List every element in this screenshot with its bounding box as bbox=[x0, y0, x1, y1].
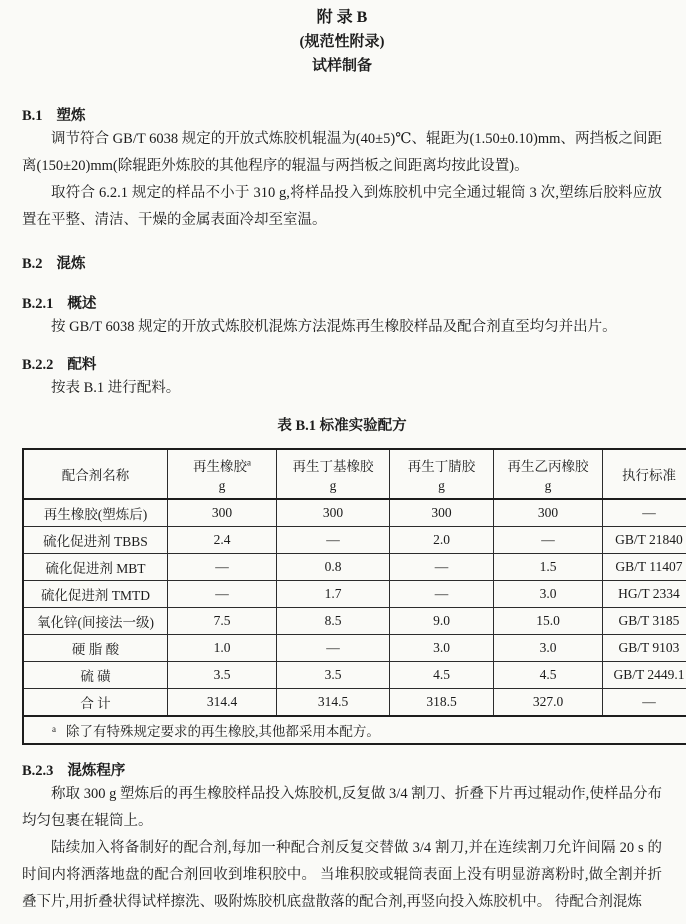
table-cell-value: 4.5 bbox=[390, 662, 494, 689]
table-cell-ingredient: 硫化促进剂 MBT bbox=[23, 554, 168, 581]
section-title: 概述 bbox=[67, 296, 97, 312]
paragraph-b1-2: 取符合 6.2.1 规定的样品不小于 310 g,将样品投入到炼胶机中完全通过辊筒 3 次,塑练后胶料应放置在平整、清洁、干燥的金属表面冷却至室温。 bbox=[22, 185, 662, 228]
table-cell-value: 4.5 bbox=[494, 662, 603, 689]
section-title: 混炼程序 bbox=[67, 763, 126, 779]
section-number: B.1 bbox=[22, 108, 43, 124]
col-header-standard: 执行标准 bbox=[603, 449, 686, 499]
table-cell-ingredient: 再生橡胶(塑炼后) bbox=[23, 499, 168, 527]
table-cell-standard: GB/T 21840 bbox=[603, 527, 686, 554]
paragraph-b22-1: 按表 B.1 进行配料。 bbox=[51, 380, 181, 396]
table-row bbox=[23, 527, 686, 554]
section-heading-b21 bbox=[22, 294, 662, 314]
paragraph-b23-2: 陆续加入将备制好的配合剂,每加一种配合剂反复交替做 3/4 割刀,并在连续割刀允许间隔 20 s 的时间内将洒落地盘的配合剂回收到堆积胶中。 当堆积胶或辊筒表面上没有明显游离粉时,做全割并折叠下片,用折叠状得试样擦洗、吸附炼胶机底盘散落的配合剂,再竖向投入炼胶机中。 待配合剂混炼 bbox=[22, 840, 662, 910]
unit-label: g bbox=[544, 477, 552, 493]
table-row bbox=[23, 662, 686, 689]
section-number: B.2.2 bbox=[22, 357, 54, 373]
table-footnote bbox=[23, 716, 686, 744]
table-cell-value: 15.0 bbox=[494, 608, 603, 635]
footnote-marker: a bbox=[52, 724, 56, 734]
header-row bbox=[23, 449, 686, 499]
table-cell-value: 2.0 bbox=[390, 527, 494, 554]
unit-label: g bbox=[218, 477, 226, 493]
table-cell-value: 1.7 bbox=[277, 581, 390, 608]
table-cell-value: — bbox=[277, 635, 390, 662]
table-cell-value: 318.5 bbox=[390, 689, 494, 717]
table-cell-value: 3.0 bbox=[494, 635, 603, 662]
table-cell-value: 300 bbox=[494, 499, 603, 527]
unit-label: g bbox=[438, 477, 445, 493]
table-cell-value: 1.5 bbox=[494, 554, 603, 581]
table-row bbox=[23, 608, 686, 635]
table-cell-value: — bbox=[277, 527, 390, 554]
footnote-marker: a bbox=[247, 457, 251, 467]
table-row bbox=[23, 499, 686, 527]
table-cell-standard: GB/T 2449.1 bbox=[603, 662, 686, 689]
table-cell-ingredient: 合 计 bbox=[23, 689, 168, 717]
table-cell-value: 327.0 bbox=[494, 689, 603, 717]
table-cell-value: 3.5 bbox=[277, 662, 390, 689]
table-cell-value: 8.5 bbox=[277, 608, 390, 635]
section-heading-b22 bbox=[22, 355, 662, 375]
table-cell-value: 300 bbox=[390, 499, 494, 527]
paragraph-b21-1: 按 GB/T 6038 规定的开放式炼胶机混炼方法混炼再生橡胶样品及配合剂直至均匀并出片。 bbox=[51, 319, 617, 335]
section-title: 配料 bbox=[67, 357, 97, 373]
table-cell-value: 2.4 bbox=[168, 527, 277, 554]
section-heading-b2 bbox=[22, 254, 662, 274]
table-cell-value: 7.5 bbox=[168, 608, 277, 635]
table-cell-value: 3.0 bbox=[390, 635, 494, 662]
section-number: B.2.3 bbox=[22, 763, 54, 779]
section-title: 塑炼 bbox=[56, 108, 86, 124]
paragraph-b1-1: 调节符合 GB/T 6038 规定的开放式炼胶机辊温为(40±5)℃、辊距为(1.50±0.10)mm、两挡板之间距离(150±20)mm(除辊距外炼胶的其他程序的辊温与两挡板之间距离均按此设置)。 bbox=[22, 131, 662, 174]
appendix-subtitle: (规范性附录) bbox=[299, 34, 385, 50]
table-cell-standard: HG/T 2334 bbox=[603, 581, 686, 608]
table-cell-value: 314.4 bbox=[168, 689, 277, 717]
appendix-title: 附 录 B bbox=[316, 9, 368, 26]
col-header-reclaimed-rubber: 再生橡胶$^a$ g bbox=[168, 449, 277, 499]
table-cell-value: 3.5 bbox=[168, 662, 277, 689]
col-header-epdm-rubber: 再生乙丙橡胶 g bbox=[494, 449, 603, 499]
table-cell-standard: — bbox=[603, 499, 686, 527]
table-cell-ingredient: 硫化促进剂 TMTD bbox=[23, 581, 168, 608]
footnote-text: 除了有特殊规定要求的再生橡胶,其他都采用本配方。 bbox=[66, 724, 380, 739]
section-heading-b1 bbox=[22, 106, 662, 126]
table-cell-value: — bbox=[494, 527, 603, 554]
section-number: B.2 bbox=[22, 256, 43, 272]
recipe-table-header bbox=[23, 449, 686, 499]
table-cell-ingredient: 硫化促进剂 TBBS bbox=[23, 527, 168, 554]
col-header-butyl-rubber: 再生丁基橡胶 g bbox=[277, 449, 390, 499]
unit-label: g bbox=[329, 477, 337, 493]
table-cell-value: 300 bbox=[277, 499, 390, 527]
table-cell-value: — bbox=[390, 581, 494, 608]
table-row bbox=[23, 581, 686, 608]
table-row bbox=[23, 554, 686, 581]
table-row bbox=[23, 635, 686, 662]
table-cell-value: 3.0 bbox=[494, 581, 603, 608]
col-header-nitrile-rubber: 再生丁腈胶 g bbox=[390, 449, 494, 499]
table-cell-value: — bbox=[390, 554, 494, 581]
table-cell-standard: GB/T 3185 bbox=[603, 608, 686, 635]
recipe-table-body bbox=[23, 499, 686, 744]
section-heading-b23 bbox=[22, 761, 662, 781]
table-row-total bbox=[23, 689, 686, 717]
table-cell-value: 9.0 bbox=[390, 608, 494, 635]
table-cell-ingredient: 硫 磺 bbox=[23, 662, 168, 689]
table-cell-standard: GB/T 11407 bbox=[603, 554, 686, 581]
table-cell-value: — bbox=[168, 581, 277, 608]
table-caption: 表 B.1 标准实验配方 bbox=[277, 418, 407, 434]
table-cell-value: — bbox=[168, 554, 277, 581]
table-cell-value: 0.8 bbox=[277, 554, 390, 581]
table-cell-value: 314.5 bbox=[277, 689, 390, 717]
table-cell-standard: — bbox=[603, 689, 686, 717]
section-title: 混炼 bbox=[56, 256, 86, 272]
table-cell-standard: GB/T 9103 bbox=[603, 635, 686, 662]
table-cell-ingredient: 硬 脂 酸 bbox=[23, 635, 168, 662]
table-footnote-row bbox=[23, 716, 686, 744]
document-header bbox=[22, 6, 662, 78]
section-number: B.2.1 bbox=[22, 296, 54, 312]
appendix-subject: 试样制备 bbox=[311, 58, 372, 74]
table-cell-value: 1.0 bbox=[168, 635, 277, 662]
paragraph-b23-1: 称取 300 g 塑炼后的再生橡胶样品投入炼胶机,反复做 3/4 割刀、折叠下片再过辊动作,使样品分布均匀包裹在辊筒上。 bbox=[22, 786, 662, 829]
recipe-table bbox=[22, 448, 686, 745]
table-cell-ingredient: 氧化锌(间接法一级) bbox=[23, 608, 168, 635]
col-header-ingredient: 配合剂名称 bbox=[23, 449, 168, 499]
table-cell-value: 300 bbox=[168, 499, 277, 527]
